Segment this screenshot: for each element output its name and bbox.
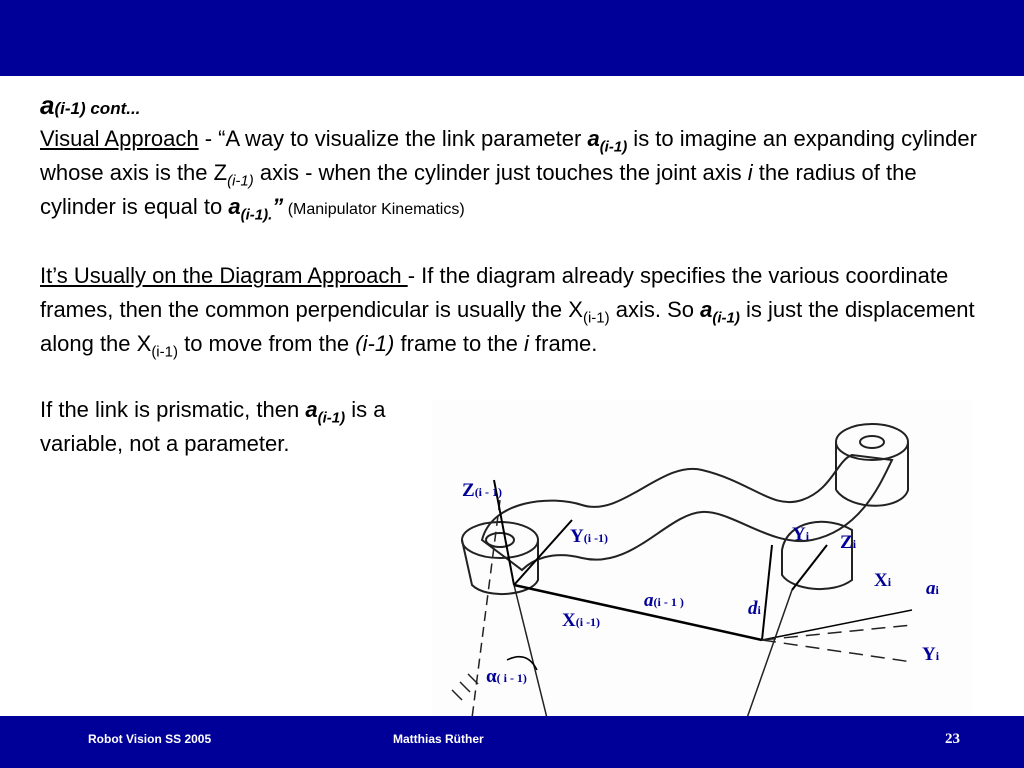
diagram-approach-heading: It’s Usually on the Diagram Approach [40,263,408,288]
citation: (Manipulator Kinematics) [283,201,465,218]
paragraph-prismatic: If the link is prismatic, then $a_{(i-1)}$ is a variable, not a parameter. [40,397,386,456]
footer-course: Robot Vision SS 2005 [88,732,212,746]
paragraph-visual-approach: Visual Approach - “A way to visualize the link parameter $a_{(i-1)}$ is to imagine an expanding cylinder whose axis is the $Z_{(i-1)}$ axis - when the cylinder just touches the joint axis i the radius of the cylinder is equal to $a_{(i-1).}$” (Manipulator Kinematics) [40,126,977,224]
svg-text:a(i - 1 ): a(i - 1 ) [644,590,684,611]
link-diagram [432,400,972,718]
svg-text:X(i -1): X(i -1) [562,610,601,631]
svg-text:Y(i -1): Y(i -1) [570,526,609,547]
svg-text:Yi: Yi [792,524,810,545]
title-subscript: (i-1) cont... [54,99,141,118]
footer-author: Matthias Rüther [393,732,484,746]
slide-title [40,92,980,122]
title-symbol: a [40,90,55,120]
svg-text:Zi: Zi [840,532,857,553]
svg-text:Xi: Xi [874,570,892,591]
svg-text:di: di [748,598,761,619]
svg-text:α( i - 1): α( i - 1) [486,666,527,687]
svg-text:Yi: Yi [922,644,940,665]
page-number: 23 [945,731,960,747]
visual-approach-heading: Visual Approach [40,126,199,151]
paragraph-diagram-approach: It’s Usually on the Diagram Approach - If the diagram already specifies the various coordinate frames, then the common perpendicular is usually the $X_{(i-1)}$ axis. So $a_{(i-1)}$ is just the displacement along the $X_{(i-1)}$ to move from the (i-1) frame to the i frame. [40,263,975,361]
svg-text:Z(i - 1): Z(i - 1) [462,480,503,501]
footer-bar [0,716,1024,768]
title-bar [0,0,1024,76]
svg-text:ai: ai [926,578,939,599]
